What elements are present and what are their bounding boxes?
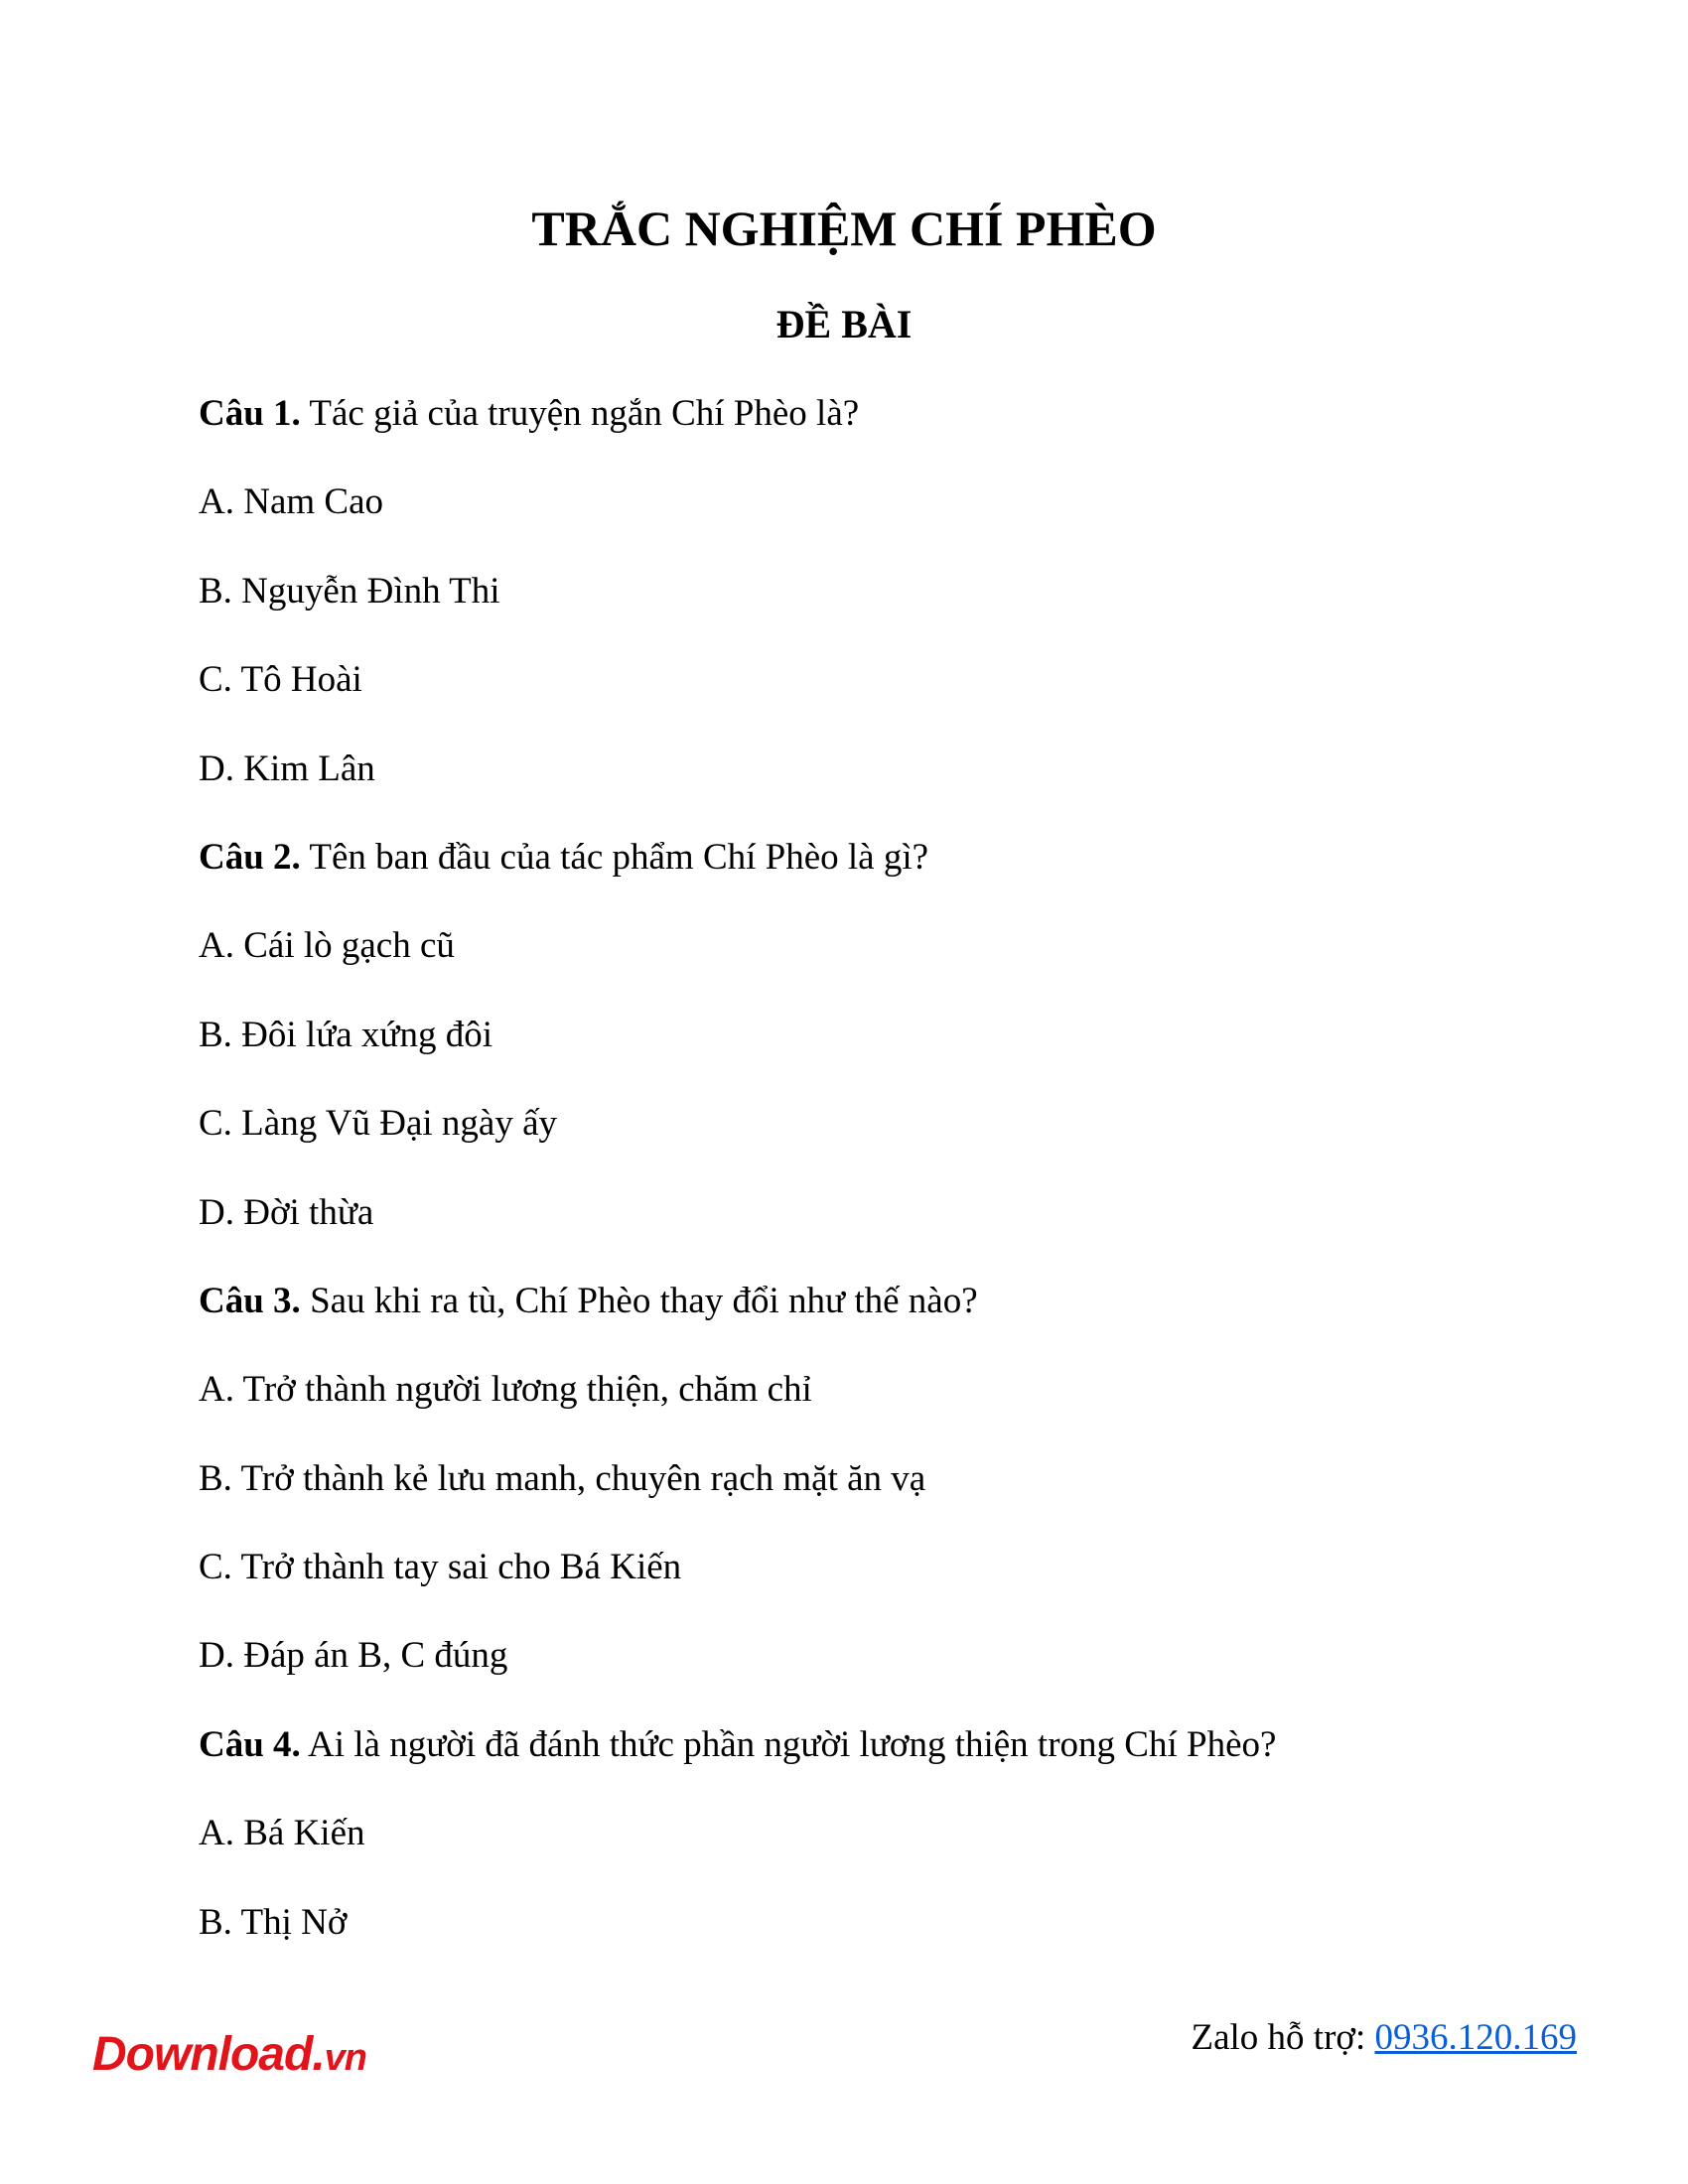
page-title: TRẮC NGHIỆM CHÍ PHÈO bbox=[531, 201, 1157, 256]
support-phone-link[interactable]: 0936.120.169 bbox=[1374, 2017, 1577, 2058]
answer-option: D. Kim Lân bbox=[199, 748, 375, 789]
question-text: Tên ban đầu của tác phẩm Chí Phèo là gì? bbox=[309, 836, 929, 878]
answer-option: A. Nam Cao bbox=[199, 481, 383, 523]
question-4 bbox=[199, 1720, 1589, 1809]
answer-option: A. Cái lò gạch cũ bbox=[199, 925, 455, 967]
question-number: Câu 4. bbox=[199, 1723, 301, 1765]
question-text: Ai là người đã đánh thức phần người lương thiện trong Chí Phèo? bbox=[308, 1723, 1277, 1765]
answer-option: B. Trở thành kẻ lưu manh, chuyên rạch mặt ăn vạ bbox=[199, 1457, 926, 1499]
answer-option: C. Tô Hoài bbox=[199, 659, 362, 701]
answer-option: B. Thị Nở bbox=[199, 1901, 348, 1943]
question-1 bbox=[199, 389, 1589, 478]
answer-option: A. Trở thành người lương thiện, chăm chỉ bbox=[199, 1369, 812, 1411]
question-3 bbox=[199, 1277, 1589, 1365]
download-vn-logo bbox=[92, 2025, 366, 2088]
page-subtitle: ĐỀ BÀI bbox=[775, 302, 913, 346]
support-label: Zalo hỗ trợ: bbox=[1191, 2017, 1366, 2058]
answer-option: D. Đáp án B, C đúng bbox=[199, 1635, 508, 1677]
logo-dot: . bbox=[312, 2028, 325, 2081]
question-text: Sau khi ra tù, Chí Phèo thay đổi như thế nào? bbox=[310, 1280, 978, 1321]
answer-option: C. Trở thành tay sai cho Bá Kiến bbox=[199, 1547, 682, 1588]
question-number: Câu 2. bbox=[199, 836, 301, 878]
question-text: Tác giả của truyện ngắn Chí Phèo là? bbox=[309, 393, 860, 434]
answer-option: D. Đời thừa bbox=[199, 1191, 374, 1233]
question-number: Câu 3. bbox=[199, 1280, 301, 1321]
logo-text: Download bbox=[92, 2028, 313, 2081]
answer-option: A. Bá Kiến bbox=[199, 1813, 365, 1854]
logo-tld: vn bbox=[324, 2037, 367, 2079]
question-number: Câu 1. bbox=[199, 393, 301, 434]
answer-option: B. Nguyễn Đình Thi bbox=[199, 570, 500, 612]
question-2 bbox=[199, 833, 1589, 921]
support-contact bbox=[1192, 2013, 1578, 2063]
question-list bbox=[199, 389, 1589, 1986]
answer-option: B. Đôi lứa xứng đôi bbox=[199, 1014, 493, 1055]
answer-option: C. Làng Vũ Đại ngày ấy bbox=[199, 1103, 558, 1145]
